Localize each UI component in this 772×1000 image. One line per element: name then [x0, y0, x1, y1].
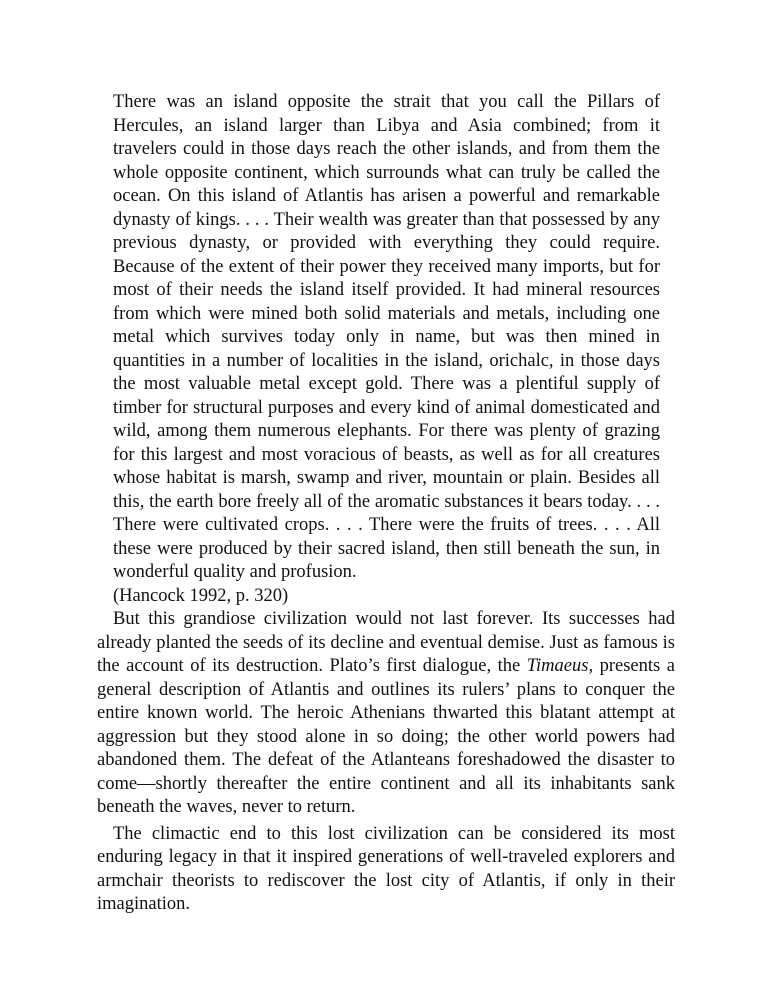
block-quote: [113, 91, 660, 608]
paragraph-text-after-title: presents a general description of Atlantis and outlines its rulers’ plans to conquer the entire known world. The heroic Athenians thwarted this blatant attempt at aggression but they stood alone in so doing; the other world powers had abandoned them. The defeat of the Atlanteans foreshadowed the disaster to come—shortly thereafter the entire continent and all its inhabitants sank beneath the waves, never to return.: [97, 656, 675, 817]
paragraph-legacy: [97, 823, 675, 917]
paragraph-destruction: [97, 608, 675, 820]
quote-text: There was an island opposite the strait that you call the Pillars of Hercules, an island larger than Libya and Asia combined; from it travelers could in those days reach the other islands, and from them the whole opposite continent, which surrounds what can truly be called the ocean. On this island of Atlantis has arisen a powerful and remarkable dynasty of kings. . . . Their wealth was greater than that possessed by any previous dynasty, or provided with everything they could require. Because of the extent of their power they received many imports, but for most of their needs the island itself provided. It had mineral resources from which were mined both solid materials and metals, including one metal which survives today only in name, but was then mined in quantities in a number of localities in the island, orichalc, in those days the most valuable metal except gold. There was a plentiful supply of timber for structural purposes and every kind of animal domesticated and wild, among them numerous elephants. For there was plenty of grazing for this largest and most voracious of beasts, as well as for all creatures whose habitat is marsh, swamp and river, mountain or plain. Besides all this, the earth bore freely all of the aromatic substances it bears today. . . . There were cultivated crops. . . . There were the fruits of trees. . . . All these were produced by their sacred island, then still beneath the sun, in wonderful quality and profusion.: [113, 92, 660, 582]
body-text: [97, 608, 675, 917]
dialogue-title: Timaeus,: [526, 656, 594, 676]
quote-citation: (Hancock 1992, p. 320): [113, 585, 289, 606]
paragraph-legacy-text: The climactic end to this lost civilization can be considered its most enduring legacy in that it inspired generations of well-traveled explorers and armchair theorists to rediscover the lost city of Atlantis, if only in their imagination.: [97, 823, 675, 914]
paragraph-text-before-title: But this grandiose civilization would not last forever. Its successes had already planted the seeds of its decline and eventual demise. Just as famous is the account of its destruction. Plato’s first dialogue, the: [97, 609, 675, 676]
